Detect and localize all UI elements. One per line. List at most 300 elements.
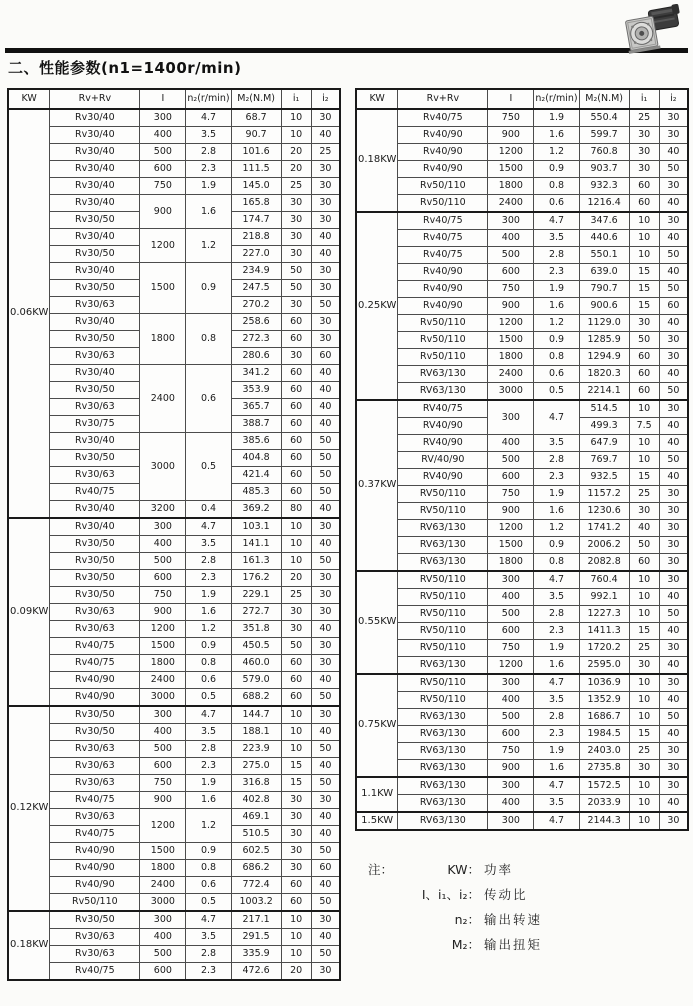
i1-cell: 60 <box>629 195 659 213</box>
i2-cell: 30 <box>311 331 340 348</box>
output-torque-cell: 291.5 <box>231 929 281 946</box>
output-speed-cell: 4.7 <box>186 706 231 724</box>
i2-cell: 50 <box>311 450 340 467</box>
ratio-i-cell: 1200 <box>488 520 534 537</box>
output-torque-cell: 404.8 <box>231 450 281 467</box>
output-torque-cell: 932.5 <box>579 469 629 486</box>
ratio-i-cell: 400 <box>488 795 534 813</box>
output-speed-cell: 0.8 <box>186 314 231 365</box>
model-cell: Rv40/90 <box>398 264 488 281</box>
output-torque-cell: 485.3 <box>231 484 281 501</box>
i1-cell: 10 <box>281 127 311 144</box>
output-speed-cell: 3.5 <box>534 589 579 606</box>
model-cell: Rv30/50 <box>50 450 140 467</box>
i1-cell: 30 <box>629 161 659 178</box>
i1-cell: 30 <box>281 621 311 638</box>
model-cell: RV63/130 <box>398 366 488 383</box>
i2-cell: 40 <box>311 877 340 894</box>
model-cell: RV63/130 <box>398 726 488 743</box>
output-torque-cell: 90.7 <box>231 127 281 144</box>
performance-table-right <box>355 88 689 831</box>
output-torque-cell: 760.8 <box>579 144 629 161</box>
i2-cell: 30 <box>659 332 688 349</box>
output-torque-cell: 335.9 <box>231 946 281 963</box>
table-row <box>356 657 688 675</box>
output-torque-cell: 229.1 <box>231 587 281 604</box>
i1-cell: 10 <box>629 709 659 726</box>
footnote-term: KW： <box>447 862 480 877</box>
i2-cell: 50 <box>659 161 688 178</box>
table-row <box>8 792 340 809</box>
ratio-i-cell: 400 <box>488 692 534 709</box>
model-cell: Rv30/50 <box>50 706 140 724</box>
output-torque-cell: 174.7 <box>231 212 281 229</box>
ratio-i-cell: 300 <box>140 518 186 536</box>
i2-cell: 50 <box>659 606 688 623</box>
kw-cell: 0.18KW <box>356 109 398 212</box>
output-speed-cell: 2.8 <box>534 247 579 264</box>
table-row <box>356 760 688 778</box>
ratio-i-cell: 3000 <box>488 383 534 401</box>
model-cell: Rv30/40 <box>50 518 140 536</box>
i2-cell: 50 <box>311 553 340 570</box>
i2-cell: 40 <box>311 365 340 382</box>
output-torque-cell: 472.6 <box>231 963 281 981</box>
output-speed-cell: 2.8 <box>186 741 231 758</box>
model-cell: Rv50/110 <box>398 178 488 195</box>
i1-cell: 10 <box>629 247 659 264</box>
i2-cell: 40 <box>659 366 688 383</box>
i1-cell: 80 <box>281 501 311 519</box>
output-speed-cell: 1.6 <box>186 604 231 621</box>
ratio-i-cell: 750 <box>488 640 534 657</box>
i2-cell: 40 <box>659 469 688 486</box>
output-speed-cell: 1.9 <box>534 640 579 657</box>
ratio-i-cell: 400 <box>488 435 534 452</box>
output-torque-cell: 165.8 <box>231 195 281 212</box>
i2-cell: 30 <box>659 503 688 520</box>
table-row <box>8 706 340 724</box>
footnote-definition: 传动比 <box>484 887 528 902</box>
i2-cell: 40 <box>659 726 688 743</box>
output-torque-cell: 2082.8 <box>579 554 629 572</box>
i2-cell: 40 <box>311 127 340 144</box>
ratio-i-cell: 1800 <box>488 554 534 572</box>
i2-cell: 30 <box>311 212 340 229</box>
i1-cell: 15 <box>629 623 659 640</box>
footnote-line <box>360 910 680 928</box>
output-torque-cell: 280.6 <box>231 348 281 365</box>
output-torque-cell: 772.4 <box>231 877 281 894</box>
ratio-i-cell: 300 <box>488 777 534 795</box>
model-cell: RV63/130 <box>398 537 488 554</box>
model-cell: RV63/130 <box>398 709 488 726</box>
output-speed-cell: 3.5 <box>534 692 579 709</box>
i2-cell: 40 <box>659 623 688 640</box>
col-header-2: I <box>140 89 186 109</box>
output-torque-cell: 1227.3 <box>579 606 629 623</box>
model-cell: RV63/130 <box>398 743 488 760</box>
i1-cell: 30 <box>281 843 311 860</box>
performance-table-left <box>7 88 341 981</box>
output-speed-cell: 0.9 <box>534 161 579 178</box>
i2-cell: 30 <box>659 640 688 657</box>
model-cell: Rv30/40 <box>50 501 140 519</box>
table-row <box>8 127 340 144</box>
table-row <box>356 640 688 657</box>
output-speed-cell: 0.8 <box>534 554 579 572</box>
i2-cell: 30 <box>659 212 688 230</box>
table-row <box>356 520 688 537</box>
model-cell: Rv30/50 <box>50 570 140 587</box>
table-row <box>8 741 340 758</box>
output-torque-cell: 1741.2 <box>579 520 629 537</box>
ratio-i-cell: 1200 <box>140 809 186 843</box>
i1-cell: 50 <box>281 280 311 297</box>
output-torque-cell: 2403.0 <box>579 743 629 760</box>
ratio-i-cell: 900 <box>488 503 534 520</box>
i1-cell: 10 <box>629 777 659 795</box>
i2-cell: 30 <box>311 604 340 621</box>
i1-cell: 30 <box>281 604 311 621</box>
table-row <box>356 537 688 554</box>
table-row <box>356 571 688 589</box>
table-row <box>356 178 688 195</box>
output-speed-cell: 2.3 <box>186 570 231 587</box>
ratio-i-cell: 600 <box>140 758 186 775</box>
model-cell: Rv40/75 <box>398 212 488 230</box>
output-torque-cell: 639.0 <box>579 264 629 281</box>
output-torque-cell: 769.7 <box>579 452 629 469</box>
kw-cell: 0.25KW <box>356 212 398 400</box>
output-speed-cell: 1.2 <box>534 520 579 537</box>
i2-cell: 40 <box>311 382 340 399</box>
ratio-i-cell: 3000 <box>140 894 186 912</box>
footnote-line <box>360 860 680 878</box>
i1-cell: 60 <box>629 178 659 195</box>
table-row <box>8 536 340 553</box>
model-cell: Rv30/40 <box>50 433 140 450</box>
model-cell: Rv30/40 <box>50 263 140 280</box>
output-speed-cell: 0.9 <box>186 843 231 860</box>
ratio-i-cell: 300 <box>488 571 534 589</box>
ratio-i-cell: 1500 <box>140 263 186 314</box>
i2-cell: 40 <box>311 758 340 775</box>
i2-cell: 30 <box>311 638 340 655</box>
output-speed-cell: 1.6 <box>534 503 579 520</box>
i2-cell: 30 <box>311 263 340 280</box>
table-row <box>356 281 688 298</box>
model-cell: RV40/90 <box>398 418 488 435</box>
output-torque-cell: 2595.0 <box>579 657 629 675</box>
model-cell: Rv30/40 <box>50 127 140 144</box>
output-speed-cell: 1.9 <box>186 587 231 604</box>
table-row <box>356 144 688 161</box>
table-row <box>8 587 340 604</box>
i1-cell: 60 <box>281 331 311 348</box>
output-speed-cell: 4.7 <box>534 777 579 795</box>
output-speed-cell: 2.3 <box>534 726 579 743</box>
i1-cell: 20 <box>281 570 311 587</box>
i2-cell: 30 <box>311 911 340 929</box>
i1-cell: 60 <box>281 672 311 689</box>
ratio-i-cell: 300 <box>140 109 186 127</box>
output-speed-cell: 3.5 <box>186 929 231 946</box>
i2-cell: 30 <box>311 280 340 297</box>
output-speed-cell: 2.8 <box>186 946 231 963</box>
i1-cell: 10 <box>629 606 659 623</box>
output-speed-cell: 2.8 <box>186 144 231 161</box>
model-cell: Rv40/90 <box>50 860 140 877</box>
ratio-i-cell: 1500 <box>488 161 534 178</box>
i2-cell: 40 <box>311 246 340 263</box>
model-cell: Rv30/63 <box>50 809 140 826</box>
model-cell: Rv40/90 <box>398 127 488 144</box>
output-torque-cell: 402.8 <box>231 792 281 809</box>
i2-cell: 40 <box>311 809 340 826</box>
ratio-i-cell: 2400 <box>140 877 186 894</box>
output-speed-cell: 1.6 <box>534 127 579 144</box>
i1-cell: 15 <box>629 469 659 486</box>
ratio-i-cell: 1500 <box>488 537 534 554</box>
i1-cell: 60 <box>281 484 311 501</box>
model-cell: Rv30/63 <box>50 946 140 963</box>
output-torque-cell: 688.2 <box>231 689 281 707</box>
table-row <box>356 161 688 178</box>
i2-cell: 50 <box>311 433 340 450</box>
model-cell: RV50/110 <box>398 589 488 606</box>
model-cell: Rv30/50 <box>50 382 140 399</box>
i2-cell: 30 <box>659 349 688 366</box>
table-row <box>356 452 688 469</box>
output-torque-cell: 1352.9 <box>579 692 629 709</box>
model-cell: Rv30/63 <box>50 467 140 484</box>
output-torque-cell: 365.7 <box>231 399 281 416</box>
i1-cell: 15 <box>281 758 311 775</box>
kw-cell: 0.37KW <box>356 400 398 571</box>
output-speed-cell: 2.3 <box>534 264 579 281</box>
output-torque-cell: 647.9 <box>579 435 629 452</box>
output-speed-cell: 4.7 <box>534 400 579 435</box>
col-header-0: KW <box>356 89 398 109</box>
ratio-i-cell: 750 <box>488 486 534 503</box>
model-cell: RV63/130 <box>398 520 488 537</box>
i2-cell: 30 <box>311 314 340 331</box>
table-row <box>356 777 688 795</box>
output-speed-cell: 1.9 <box>186 775 231 792</box>
output-speed-cell: 4.7 <box>186 109 231 127</box>
i2-cell: 40 <box>659 144 688 161</box>
ratio-i-cell: 1200 <box>488 657 534 675</box>
i2-cell: 40 <box>659 657 688 675</box>
ratio-i-cell: 2400 <box>488 195 534 213</box>
output-speed-cell: 0.6 <box>534 195 579 213</box>
output-torque-cell: 218.8 <box>231 229 281 246</box>
i2-cell: 50 <box>311 467 340 484</box>
i1-cell: 15 <box>629 281 659 298</box>
i1-cell: 10 <box>629 692 659 709</box>
ratio-i-cell: 1200 <box>488 315 534 332</box>
table-row <box>356 589 688 606</box>
i1-cell: 60 <box>281 365 311 382</box>
output-torque-cell: 247.5 <box>231 280 281 297</box>
model-cell: RV/40/90 <box>398 452 488 469</box>
i2-cell: 30 <box>311 161 340 178</box>
i1-cell: 10 <box>281 536 311 553</box>
i1-cell: 60 <box>281 382 311 399</box>
model-cell: Rv30/63 <box>50 297 140 314</box>
model-cell: Rv30/40 <box>50 365 140 382</box>
model-cell: Rv30/50 <box>50 911 140 929</box>
footnote-term: I、i₁、i₂： <box>421 887 480 902</box>
i1-cell: 10 <box>281 518 311 536</box>
ratio-i-cell: 500 <box>488 709 534 726</box>
i2-cell: 30 <box>659 812 688 830</box>
i1-cell: 60 <box>281 314 311 331</box>
i2-cell: 40 <box>659 315 688 332</box>
ratio-i-cell: 2400 <box>488 366 534 383</box>
i1-cell: 25 <box>629 109 659 127</box>
output-torque-cell: 351.8 <box>231 621 281 638</box>
table-row <box>8 758 340 775</box>
table-row <box>356 332 688 349</box>
ratio-i-cell: 900 <box>140 792 186 809</box>
i1-cell: 30 <box>281 297 311 314</box>
model-cell: RV63/130 <box>398 383 488 401</box>
kw-cell: 0.12KW <box>8 706 50 911</box>
i1-cell: 25 <box>281 178 311 195</box>
model-cell: Rv30/63 <box>50 758 140 775</box>
table-row <box>8 570 340 587</box>
output-speed-cell: 2.3 <box>186 963 231 981</box>
output-speed-cell: 2.3 <box>186 161 231 178</box>
footnote-prefix: 注： <box>368 862 394 877</box>
output-speed-cell: 1.9 <box>534 281 579 298</box>
i2-cell: 30 <box>659 486 688 503</box>
ratio-i-cell: 600 <box>140 963 186 981</box>
i1-cell: 50 <box>629 332 659 349</box>
i1-cell: 30 <box>281 348 311 365</box>
output-torque-cell: 440.6 <box>579 230 629 247</box>
output-torque-cell: 1984.5 <box>579 726 629 743</box>
i2-cell: 40 <box>311 929 340 946</box>
output-torque-cell: 1216.4 <box>579 195 629 213</box>
output-speed-cell: 0.6 <box>186 877 231 894</box>
kw-cell: 1.5KW <box>356 812 398 830</box>
model-cell: Rv40/75 <box>50 638 140 655</box>
i1-cell: 10 <box>281 109 311 127</box>
output-torque-cell: 101.6 <box>231 144 281 161</box>
table-row <box>8 843 340 860</box>
output-torque-cell: 1003.2 <box>231 894 281 912</box>
table-row <box>356 692 688 709</box>
i2-cell: 30 <box>311 195 340 212</box>
model-cell: Rv40/90 <box>398 144 488 161</box>
output-speed-cell: 2.8 <box>186 553 231 570</box>
output-speed-cell: 2.8 <box>534 452 579 469</box>
output-torque-cell: 550.1 <box>579 247 629 264</box>
output-speed-cell: 0.4 <box>186 501 231 519</box>
output-torque-cell: 903.7 <box>579 161 629 178</box>
output-torque-cell: 1720.2 <box>579 640 629 657</box>
output-torque-cell: 1411.3 <box>579 623 629 640</box>
table-row <box>8 621 340 638</box>
table-row <box>8 672 340 689</box>
output-torque-cell: 790.7 <box>579 281 629 298</box>
table-row <box>356 743 688 760</box>
output-torque-cell: 1686.7 <box>579 709 629 726</box>
table-row <box>8 604 340 621</box>
output-speed-cell: 1.6 <box>534 760 579 778</box>
output-speed-cell: 3.5 <box>534 230 579 247</box>
table-row <box>8 963 340 981</box>
output-speed-cell: 1.6 <box>534 298 579 315</box>
i2-cell: 30 <box>659 554 688 572</box>
output-torque-cell: 469.1 <box>231 809 281 826</box>
i1-cell: 60 <box>281 655 311 672</box>
model-cell: RV63/130 <box>398 554 488 572</box>
i1-cell: 30 <box>281 826 311 843</box>
i1-cell: 60 <box>629 366 659 383</box>
table-row <box>8 655 340 672</box>
output-torque-cell: 602.5 <box>231 843 281 860</box>
ratio-i-cell: 2400 <box>140 365 186 433</box>
model-cell: Rv30/50 <box>50 587 140 604</box>
table-row <box>356 383 688 401</box>
i2-cell: 40 <box>659 230 688 247</box>
model-cell: Rv30/50 <box>50 724 140 741</box>
i1-cell: 60 <box>629 349 659 366</box>
page-title: 二、性能参数(n1=1400r/min) <box>8 59 242 77</box>
ratio-i-cell: 1500 <box>140 638 186 655</box>
output-torque-cell: 460.0 <box>231 655 281 672</box>
table-row <box>356 709 688 726</box>
i2-cell: 50 <box>659 383 688 401</box>
kw-cell: 0.06KW <box>8 109 50 518</box>
output-torque-cell: 599.7 <box>579 127 629 144</box>
ratio-i-cell: 500 <box>140 553 186 570</box>
i2-cell: 30 <box>311 570 340 587</box>
output-torque-cell: 103.1 <box>231 518 281 536</box>
model-cell: RV50/110 <box>398 640 488 657</box>
ratio-i-cell: 600 <box>488 469 534 486</box>
header-row <box>356 89 688 109</box>
ratio-i-cell: 900 <box>140 195 186 229</box>
model-cell: RV50/110 <box>398 486 488 503</box>
model-cell: Rv30/75 <box>50 416 140 433</box>
footnote-term: M₂： <box>451 937 480 952</box>
ratio-i-cell: 1200 <box>488 144 534 161</box>
table-row <box>356 674 688 692</box>
table-row <box>356 795 688 813</box>
i2-cell: 40 <box>311 399 340 416</box>
output-torque-cell: 385.6 <box>231 433 281 450</box>
model-cell: Rv40/75 <box>398 247 488 264</box>
model-cell: Rv30/50 <box>50 212 140 229</box>
i2-cell: 40 <box>659 692 688 709</box>
output-speed-cell: 0.5 <box>186 433 231 501</box>
i2-cell: 30 <box>311 178 340 195</box>
parameters-table <box>355 88 689 831</box>
model-cell: Rv30/50 <box>50 553 140 570</box>
i2-cell: 30 <box>659 520 688 537</box>
output-torque-cell: 2214.1 <box>579 383 629 401</box>
output-torque-cell: 272.3 <box>231 331 281 348</box>
i2-cell: 30 <box>311 792 340 809</box>
ratio-i-cell: 400 <box>140 536 186 553</box>
ratio-i-cell: 1200 <box>140 229 186 263</box>
i2-cell: 50 <box>311 894 340 912</box>
